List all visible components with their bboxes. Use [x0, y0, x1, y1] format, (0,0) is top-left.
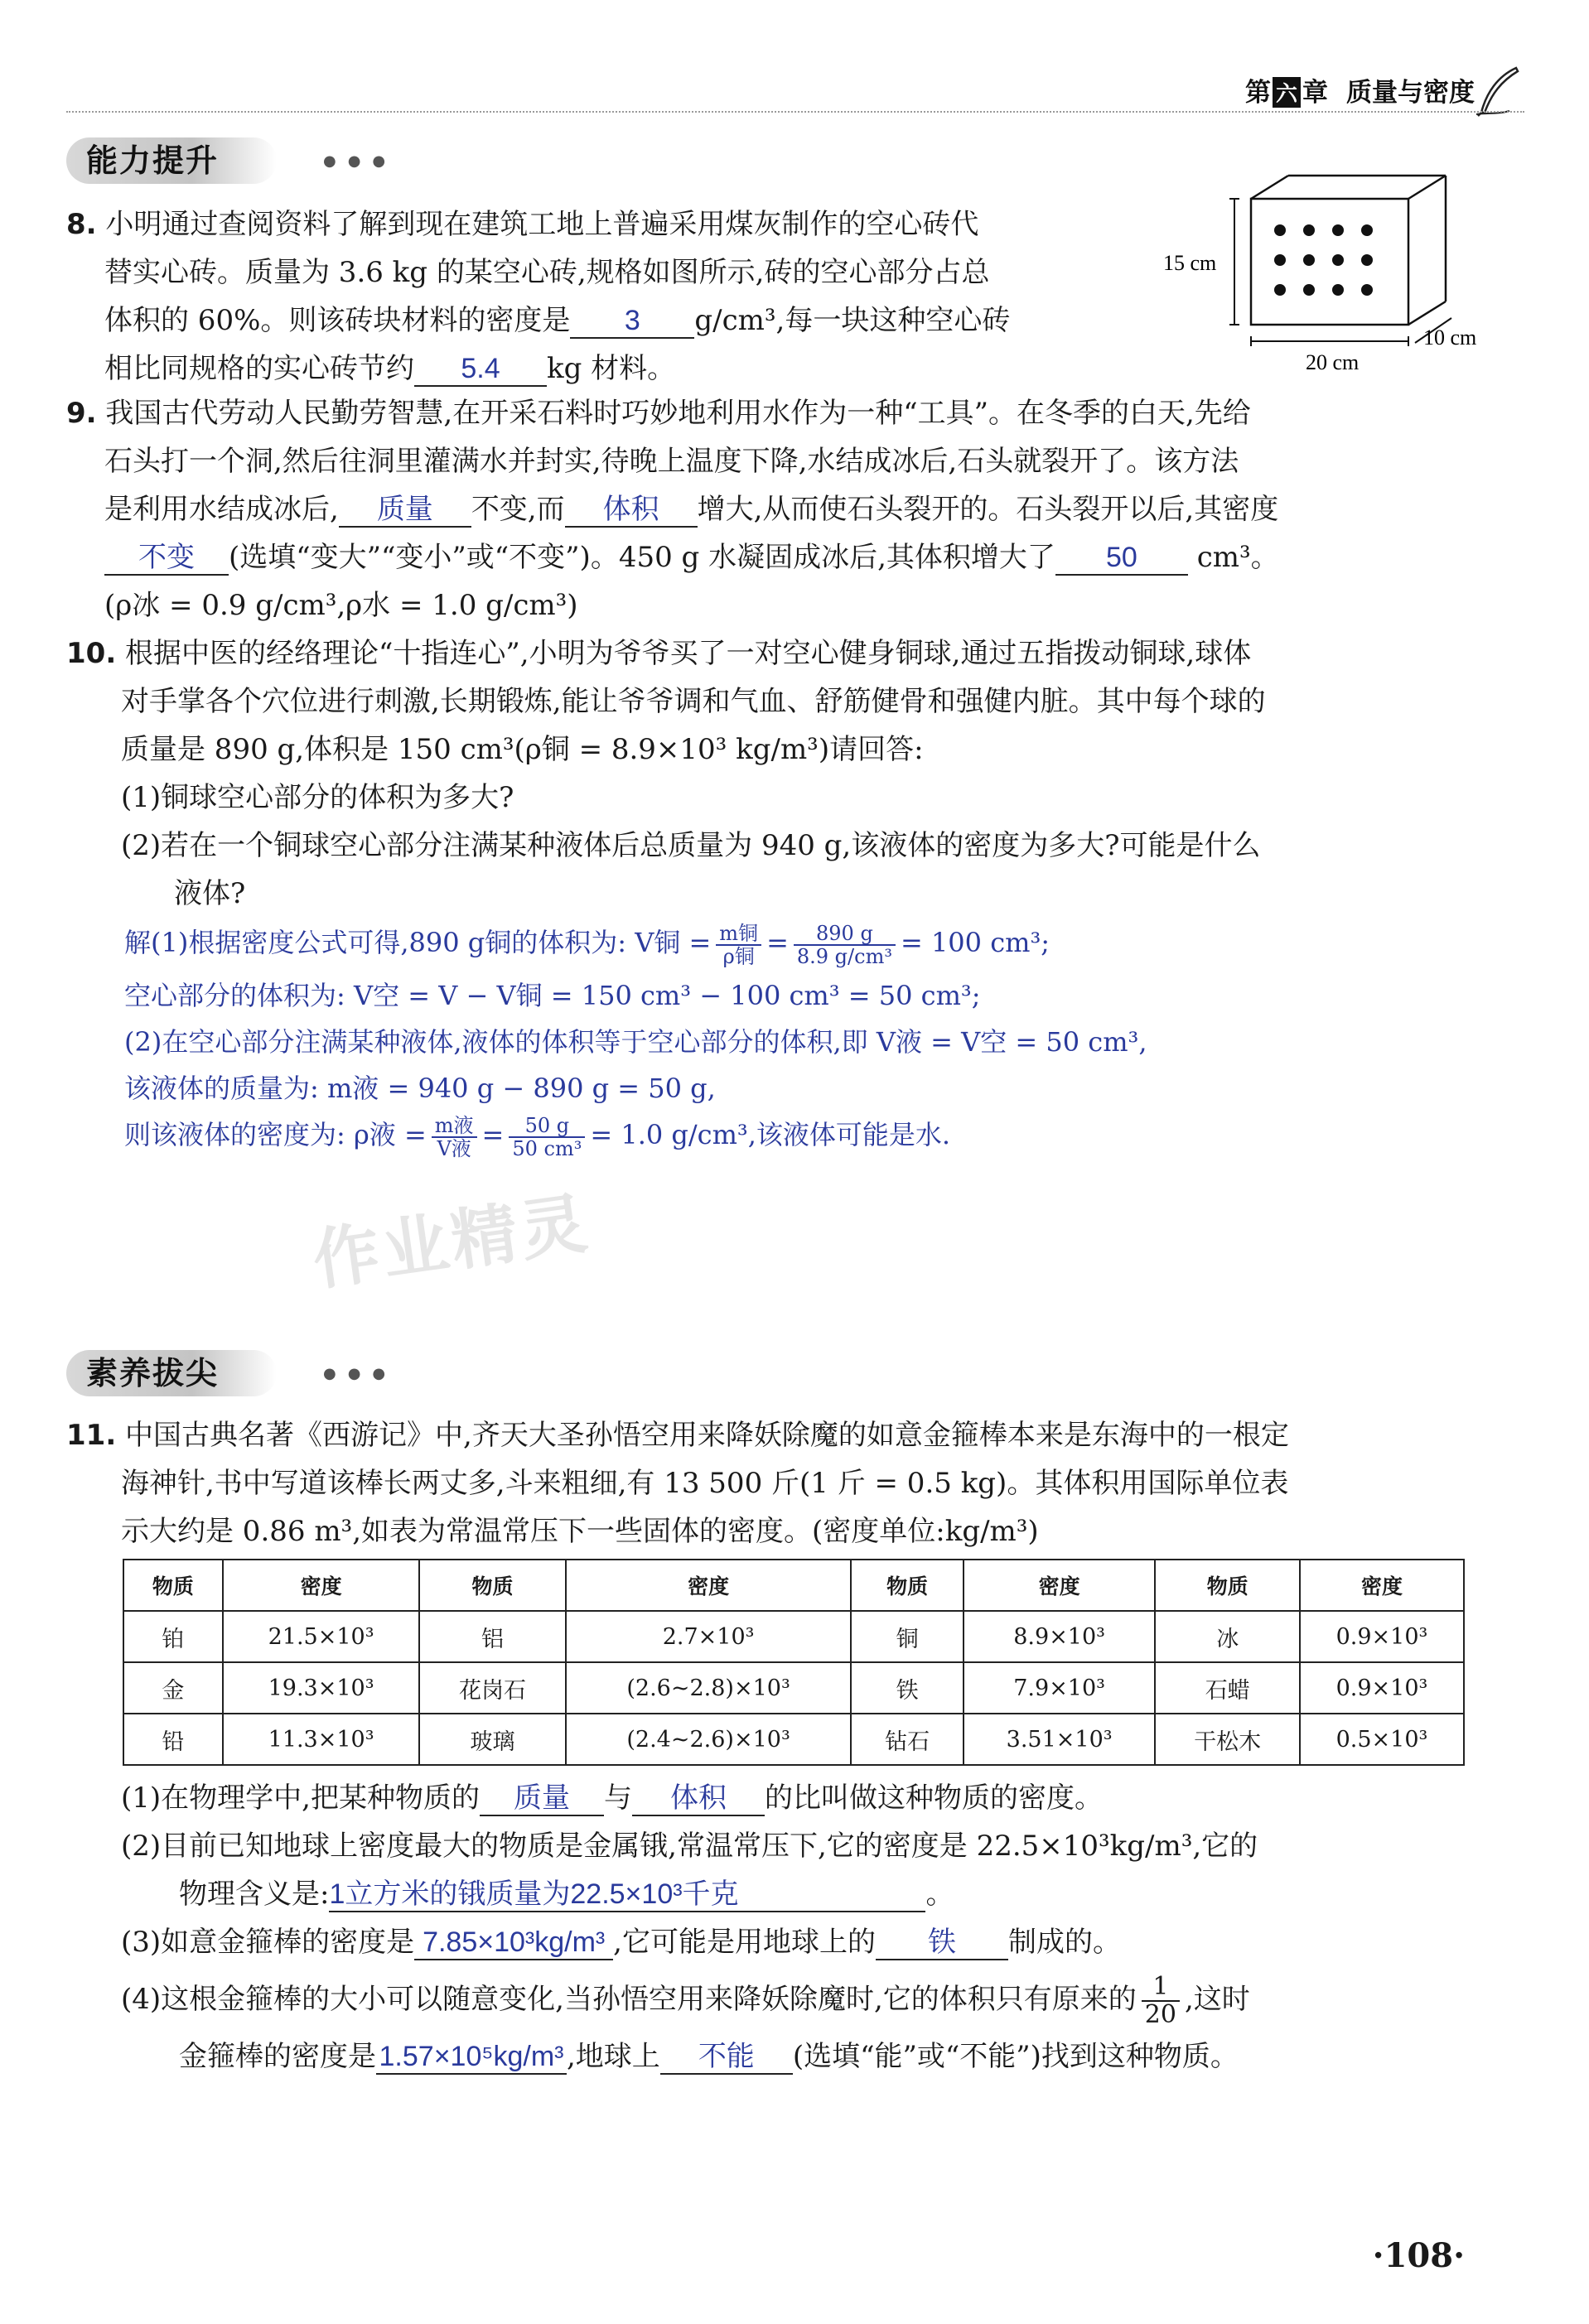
sol-line1: 解(1)根据密度公式可得,890 g铜的体积为: V铜 = [124, 927, 712, 958]
table-cell: 金 [123, 1662, 223, 1714]
table-cell: 8.9×10³ [964, 1611, 1156, 1662]
table-cell: 铂 [123, 1611, 223, 1662]
table-cell: 3.51×10³ [964, 1714, 1156, 1765]
question-10 [66, 629, 1524, 918]
q11-s4a: (4)这根金箍棒的大小可以随意变化,当孙悟空用来降妖除魔时,它的体积只有原来的 [121, 1983, 1137, 2016]
q10-solution: 解(1)根据密度公式可得,890 g铜的体积为: V铜 = $\frac{\text{m铜}}{\text{ρ铜}}$ = $\frac{890 g}{\text{8.9 g/cm³}}$ = 100 cm³; 空心部分的体积为: V空 = V − V铜 = 150 cm³ − 100 cm³ = 50 cm³; (2)在空心部分注满某种液体,液体的体积等于空心部分的体积,即 V液 = V空 = 50 cm³, 该液体的质量为: m液 = 940 g − 890 g = 50 g, 则该液体的密度为: ρ液 = $\frac{\text{m液}}{\text{V液}}$ = $\frac{50 g}{\text{50 cm³}}$ = 1.0 g/cm³,该液体可能是水. [124, 919, 1516, 1164]
q10-sub2b: 液体? [174, 877, 246, 910]
q8-line3b: g/cm³,每一块这种空心砖 [694, 304, 1011, 337]
q9-answer-volume-increase: 50 [1055, 541, 1188, 576]
table-cell: 7.9×10³ [964, 1662, 1156, 1714]
chapter-number: 六 [1273, 77, 1301, 108]
sol-line5: 则该液体的密度为: ρ液 = [124, 1119, 427, 1150]
table-header: 物质 [419, 1560, 566, 1611]
table-cell: 21.5×10³ [223, 1611, 419, 1662]
fig-height-label: 15 cm [1163, 251, 1217, 275]
frac-den: 20 [1144, 2000, 1176, 2029]
section-excellence-title: 素养拔尖 [66, 1350, 277, 1396]
table-row [123, 1714, 1464, 1765]
q9-line4b: cm³。 [1196, 541, 1279, 574]
q11-s1a: (1)在物理学中,把某种物质的 [121, 1782, 480, 1815]
section-excellence [66, 1350, 447, 1400]
question-number: 8. [66, 208, 97, 241]
table-cell: 0.9×10³ [1300, 1662, 1464, 1714]
q9-line2: 石头打一个洞,然后往洞里灌满水并封实,待晚上温度下降,水结成冰后,石头就裂开了。该方法 [104, 445, 1239, 478]
sol-line5b: = 1.0 g/cm³,该液体可能是水. [590, 1119, 951, 1150]
table-header: 物质 [123, 1560, 223, 1611]
q11-s4c: 金箍棒的密度是 [179, 2040, 376, 2073]
q11-s3b: ,它可能是用地球上的 [613, 1926, 876, 1959]
density-table [123, 1559, 1465, 1766]
sol-line3: (2)在空心部分注满某种液体,液体的体积等于空心部分的体积,即 V液 = V空 = 50 cm³, [124, 1026, 1147, 1058]
table-cell: 铁 [851, 1662, 963, 1714]
frac-num: 1 [1142, 1974, 1180, 2002]
question-9 [66, 389, 1524, 629]
q11-s1c: 的比叫做这种物质的密度。 [764, 1782, 1103, 1815]
table-cell: (2.4~2.6)×10³ [566, 1714, 852, 1765]
section-ability-title: 能力提升 [66, 137, 277, 184]
chapter-header [1245, 71, 1475, 108]
table-header-row [123, 1560, 1464, 1611]
q8-line4b: kg 材料。 [547, 352, 676, 385]
frac-num: 50 g [509, 1115, 585, 1138]
table-header: 密度 [1300, 1560, 1464, 1611]
q11-answer-new-density: 1.57×10⁵kg/m³ [376, 2040, 567, 2075]
q11-subquestions [121, 1774, 1529, 2081]
q8-line3a: 体积的 60%。则该砖块材料的密度是 [104, 304, 571, 337]
q11-s2b: 物理含义是: [179, 1878, 330, 1911]
q11-line3: 示大约是 0.86 m³,如表为常温常压下一些固体的密度。(密度单位:kg/m³) [121, 1515, 1039, 1548]
table-header: 物质 [851, 1560, 963, 1611]
frac-num: m铜 [716, 923, 761, 946]
q9-line3b: 不变,而 [471, 493, 565, 526]
table-cell: 钻石 [851, 1714, 963, 1765]
q11-s1b: 与 [603, 1782, 632, 1815]
q11-s4b: ,这时 [1184, 1983, 1250, 2016]
table-cell: (2.6~2.8)×10³ [566, 1662, 852, 1714]
q9-line1: 我国古代劳动人民勤劳智慧,在开采石料时巧妙地利用水作为一种“工具”。在冬季的白天,先给 [105, 397, 1251, 430]
q11-s3a: (3)如意金箍棒的密度是 [121, 1926, 415, 1959]
q9-line4a: (选填“变大”“变小”或“不变”)。450 g 水凝固成冰后,其体积增大了 [229, 541, 1055, 574]
table-cell: 0.9×10³ [1300, 1611, 1464, 1662]
q11-answer-volume: 体积 [632, 1782, 765, 1816]
table-cell: 0.5×10³ [1300, 1714, 1464, 1765]
watermark: 作业精灵 [308, 1184, 595, 1299]
table-cell: 石蜡 [1155, 1662, 1300, 1714]
q11-line1: 中国古典名著《西游记》中,齐天大圣孙悟空用来降妖除魔的如意金箍棒本来是东海中的一根定 [125, 1419, 1289, 1452]
fig-depth-label: 10 cm [1423, 325, 1477, 350]
table-header: 物质 [1155, 1560, 1300, 1611]
sol-line4: 该液体的质量为: m液 = 940 g − 890 g = 50 g, [124, 1073, 716, 1104]
q11-answer-material: 铁 [876, 1926, 1008, 1960]
question-number: 10. [66, 637, 117, 670]
table-header: 密度 [566, 1560, 852, 1611]
q9-answer-mass: 质量 [339, 493, 471, 528]
q11-answer-can-find: 不能 [660, 2040, 793, 2075]
frac-den: 8.9 g/cm³ [796, 944, 892, 968]
q11-answer-meaning: 1立方米的锇质量为22.5×10³千克 [329, 1878, 925, 1912]
chapter-title: 质量与密度 [1346, 78, 1475, 108]
sol-line2: 空心部分的体积为: V空 = V − V铜 = 150 cm³ − 100 cm³ = 50 cm³; [124, 980, 981, 1011]
table-cell: 铜 [851, 1611, 963, 1662]
table-cell: 铅 [123, 1714, 223, 1765]
q9-line3c: 增大,从而使石头裂开的。石头裂开以后,其密度 [697, 493, 1279, 526]
q11-answer-mass: 质量 [480, 1782, 604, 1816]
question-number: 11. [66, 1419, 117, 1452]
q9-line3a: 是利用水结成冰后, [104, 493, 339, 526]
q11-s3c: 制成的。 [1007, 1926, 1121, 1959]
table-row [123, 1662, 1464, 1714]
q11-s4d: ,地球上 [567, 2040, 660, 2073]
q9-answer-volume: 体积 [565, 493, 698, 528]
fig-width-label: 20 cm [1306, 350, 1360, 374]
header-divider [66, 111, 1524, 113]
frac-num: 890 g [794, 923, 896, 946]
q11-s4e: (选填“能”或“不能”)找到这种物质。 [792, 2040, 1239, 2073]
table-header: 密度 [964, 1560, 1156, 1611]
table-cell: 19.3×10³ [223, 1662, 419, 1714]
table-cell: 玻璃 [419, 1714, 566, 1765]
table-cell: 干松木 [1155, 1714, 1300, 1765]
q8-line2: 替实心砖。质量为 3.6 kg 的某空心砖,规格如图所示,砖的空心部分占总 [104, 256, 990, 289]
chapter-prefix: 第 [1244, 78, 1271, 108]
table-cell: 花岗石 [419, 1662, 566, 1714]
frac-den: V液 [437, 1136, 471, 1160]
q9-line5: (ρ冰 = 0.9 g/cm³,ρ水 = 1.0 g/cm³) [104, 589, 578, 622]
q10-sub2a: (2)若在一个铜球空心部分注满某种液体后总质量为 940 g,该液体的密度为多大?可能是什么 [121, 829, 1261, 862]
q11-s2a: (2)目前已知地球上密度最大的物质是金属锇,常温常压下,它的密度是 22.5×10³kg/m³,它的 [121, 1830, 1258, 1863]
table-row [123, 1611, 1464, 1662]
table-cell: 铝 [419, 1611, 566, 1662]
q10-line3: 质量是 890 g,体积是 150 cm³(ρ铜 = 8.9×10³ kg/m³)请回答: [121, 733, 924, 766]
section-dots-icon: ●●● [323, 1365, 398, 1382]
brick-figure [1160, 171, 1491, 378]
q8-answer-saved: 5.4 [414, 352, 547, 387]
q9-answer-density-change: 不变 [104, 541, 229, 576]
table-cell: 冰 [1155, 1611, 1300, 1662]
q11-line2: 海神针,书中写道该棒长两丈多,斗来粗细,有 13 500 斤(1 斤 = 0.5 kg)。其体积用国际单位表 [121, 1467, 1289, 1500]
frac-num: m液 [432, 1115, 477, 1138]
frac-den: 50 cm³ [512, 1136, 582, 1160]
q11-s2c: 。 [925, 1878, 954, 1911]
question-11 [66, 1411, 1524, 1555]
q8-line1: 小明通过查阅资料了解到现在建筑工地上普遍采用煤灰制作的空心砖代 [105, 208, 979, 241]
table-header: 密度 [223, 1560, 419, 1611]
q10-sub1: (1)铜球空心部分的体积为多大? [121, 781, 514, 814]
sol-line1b: = 100 cm³; [900, 927, 1050, 958]
page-number: ·108· [1372, 2236, 1465, 2275]
q8-answer-density: 3 [570, 304, 694, 339]
question-number: 9. [66, 397, 97, 430]
chapter-suffix: 章 [1302, 78, 1328, 108]
section-dots-icon: ●●● [323, 152, 398, 170]
quill-icon [1473, 65, 1523, 118]
q8-line4a: 相比同规格的实心砖节约 [104, 352, 414, 385]
frac-den: ρ铜 [722, 944, 755, 968]
question-8 [66, 200, 1143, 393]
brick-holes [1274, 224, 1373, 296]
table-cell: 11.3×10³ [223, 1714, 419, 1765]
section-ability [66, 137, 447, 187]
q10-line2: 对手掌各个穴位进行刺激,长期锻炼,能让爷爷调和气血、舒筋健骨和强健内脏。其中每个球的 [121, 685, 1266, 718]
table-cell: 2.7×10³ [566, 1611, 852, 1662]
q10-line1: 根据中医的经络理论“十指连心”,小明为爷爷买了一对空心健身铜球,通过五指拨动铜球,球体 [125, 637, 1252, 670]
q11-answer-rod-density: 7.85×10³kg/m³ [414, 1926, 613, 1960]
